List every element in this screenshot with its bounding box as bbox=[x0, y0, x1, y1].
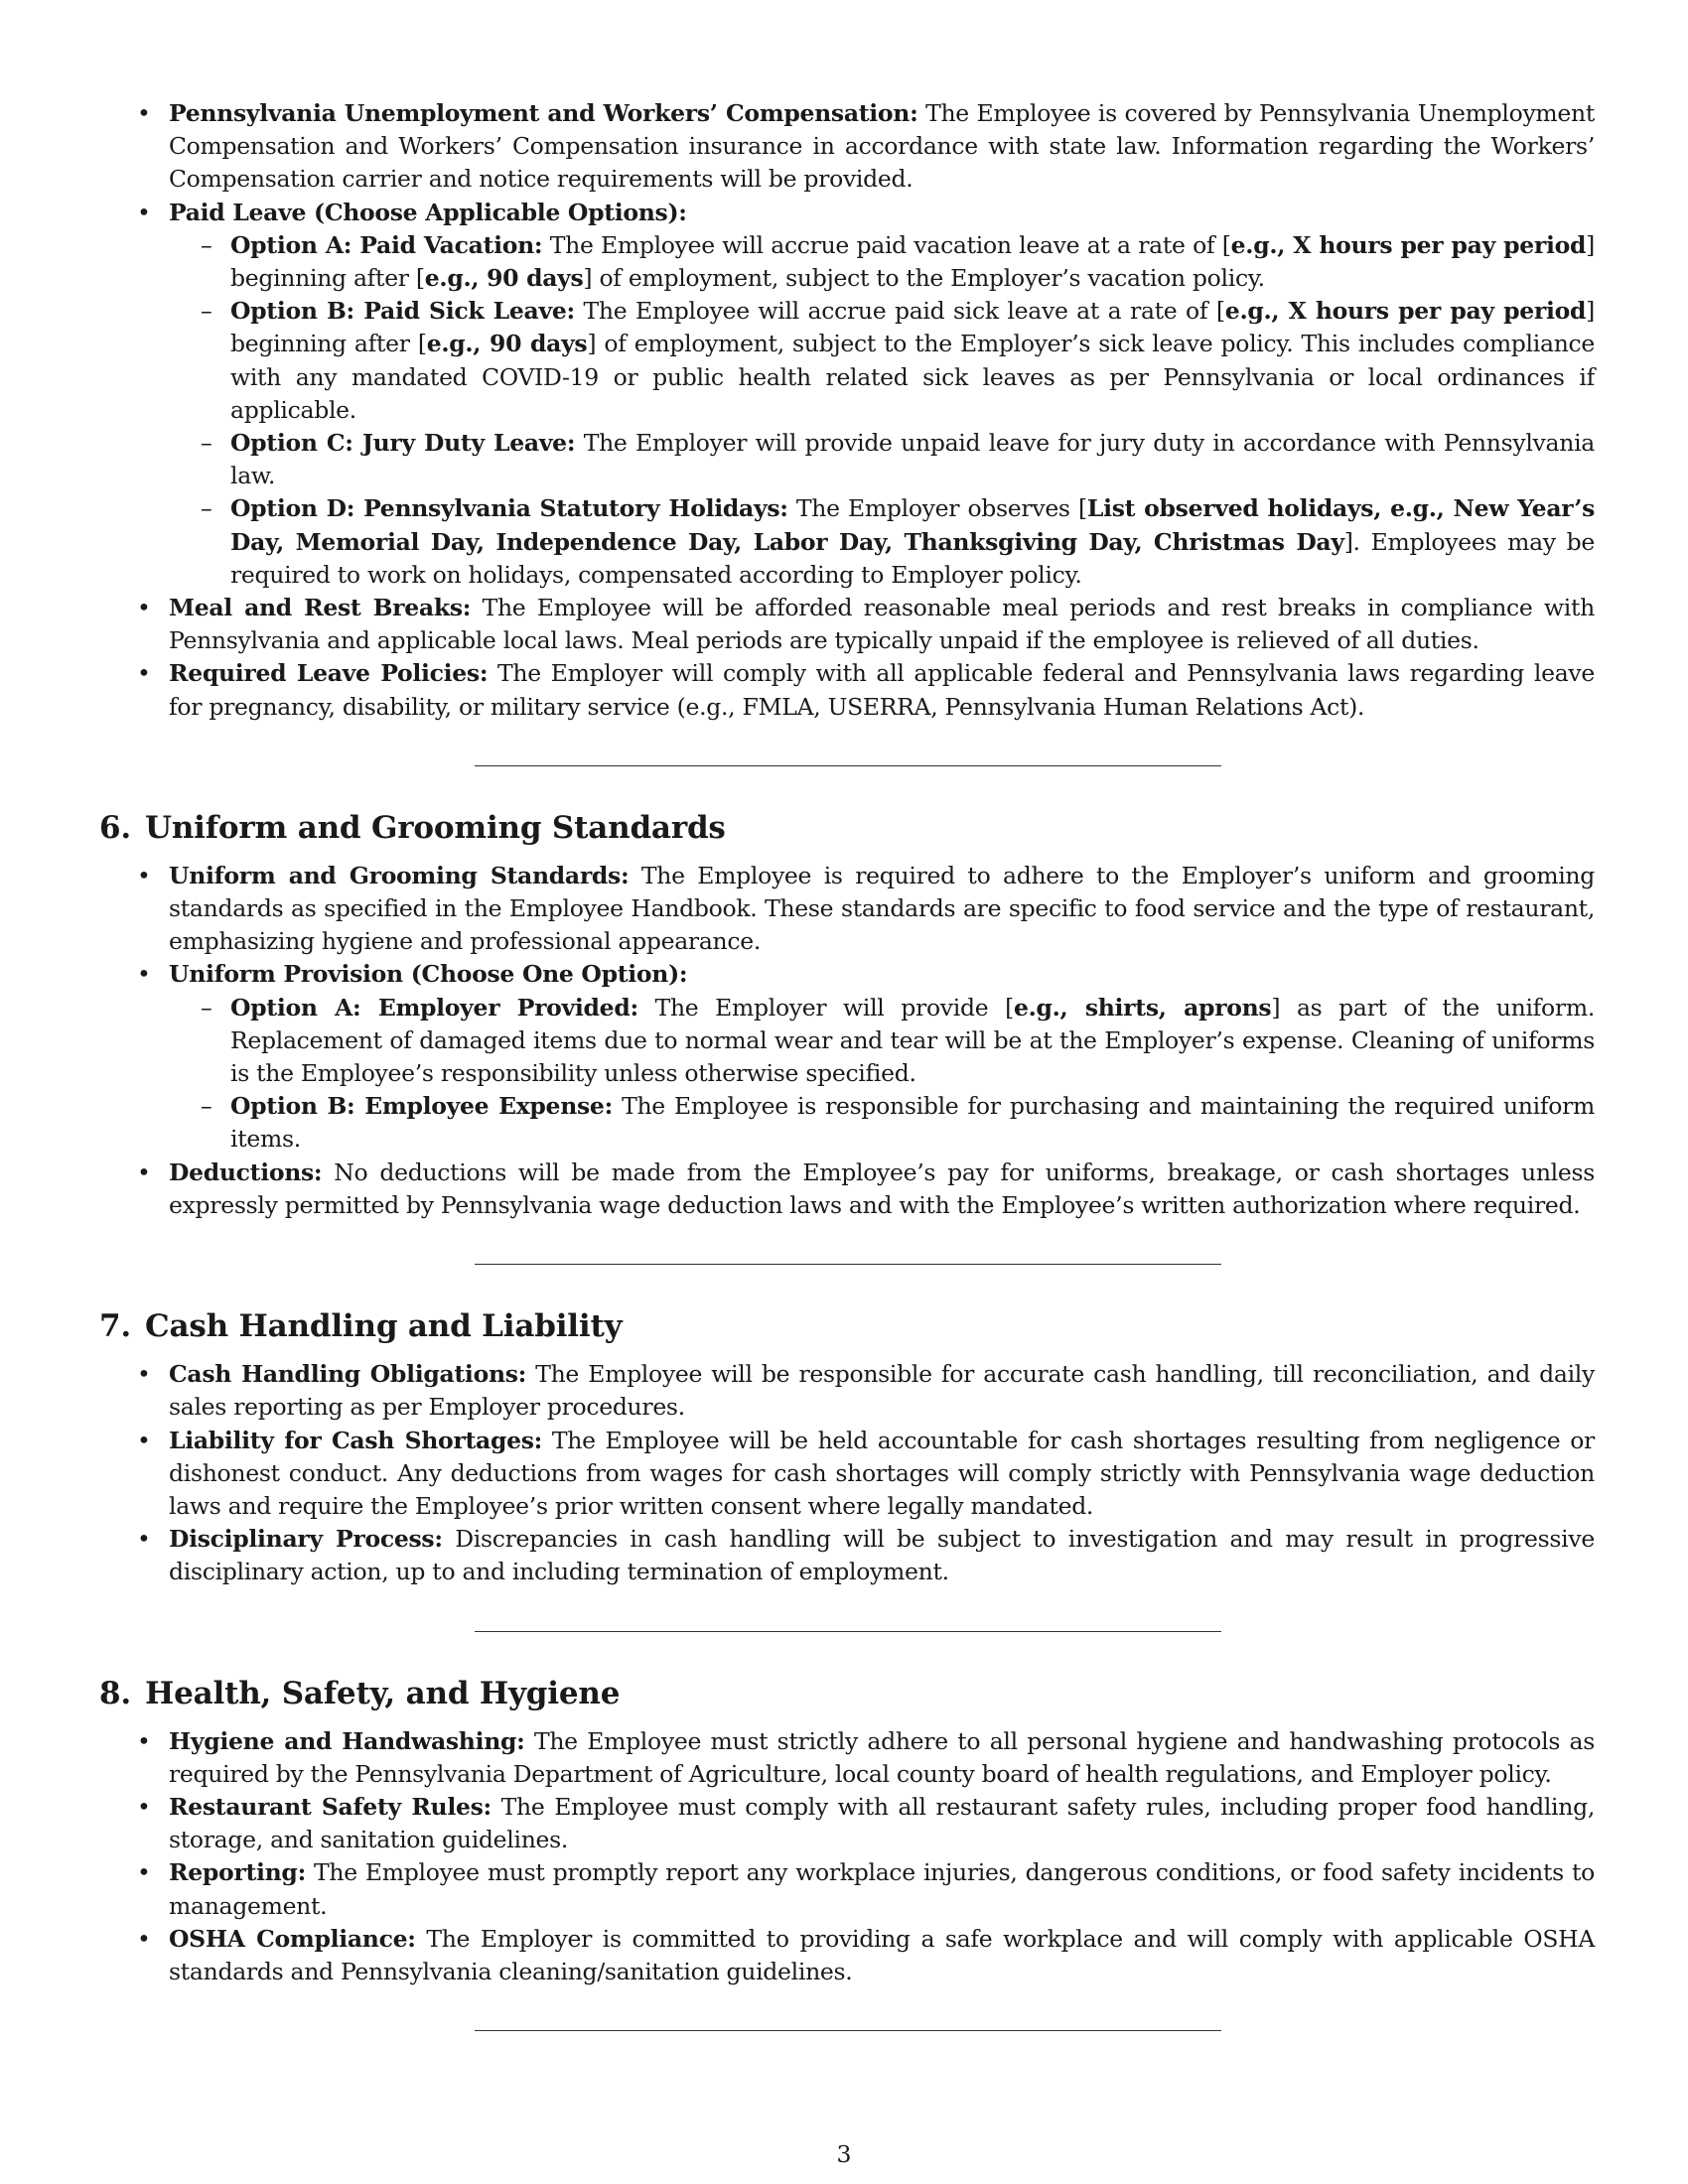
item-text: The Employee will be held accountable for cash shortages resulting from negligence or dishonest conduct. Any deductions from wages for cash shortages will comply strictly with Pennsylvania wage deduction laws and require the Employee’s prior written consent where legally mandated. bbox=[169, 1426, 1595, 1520]
list-item bbox=[99, 592, 1595, 657]
item-text: The Employer is committed to providing a safe workplace and will comply with applicable OSHA standards and Pennsylvania cleaning/sanitation guidelines. bbox=[169, 1924, 1595, 1985]
option-label: Option B: Employee Expense: bbox=[230, 1092, 613, 1121]
list-item bbox=[99, 657, 1595, 723]
item-label: Paid Leave (Choose Applicable Options): bbox=[169, 198, 687, 226]
section-divider bbox=[475, 1264, 1221, 1265]
document-page bbox=[99, 97, 1595, 2031]
item-label: Restaurant Safety Rules: bbox=[169, 1792, 492, 1821]
list-item bbox=[99, 1791, 1595, 1856]
section-number: 6. bbox=[99, 809, 131, 846]
item-label: Hygiene and Handwashing: bbox=[169, 1726, 525, 1755]
uniform-options bbox=[169, 992, 1595, 1157]
list-item bbox=[99, 1358, 1595, 1424]
option-text: ] of employment, subject to the Employer’s sick leave policy. This includes compliance with any mandated COVID-19 or public health related sick leaves as per Pennsylvania or local ordinances if applicable. bbox=[230, 330, 1595, 424]
section-number: 8. bbox=[99, 1675, 131, 1711]
section-title: Health, Safety, and Hygiene bbox=[145, 1675, 621, 1711]
option-item bbox=[169, 492, 1595, 592]
list-item bbox=[99, 1923, 1595, 1988]
section-list bbox=[99, 1358, 1595, 1588]
section-divider bbox=[475, 2030, 1221, 2031]
item-label: Meal and Rest Breaks: bbox=[169, 594, 472, 622]
page-number: 3 bbox=[836, 2140, 852, 2168]
option-label: Option A: Employer Provided: bbox=[230, 993, 638, 1022]
option-text: ]. Employees may be required to work on holidays, compensated according to Employer policy. bbox=[230, 527, 1595, 589]
item-label: Reporting: bbox=[169, 1858, 306, 1887]
item-text: The Employee must comply with all restaurant safety rules, including proper food handling, storage, and sanitation guidelines. bbox=[169, 1792, 1595, 1854]
section-list bbox=[99, 860, 1595, 1222]
option-label: Option B: Paid Sick Leave: bbox=[230, 297, 575, 326]
option-text: The Employer will provide unpaid leave for jury duty in accordance with Pennsylvania law. bbox=[230, 429, 1595, 490]
list-item bbox=[99, 197, 1595, 592]
option-item bbox=[169, 295, 1595, 427]
item-label: Uniform and Grooming Standards: bbox=[169, 861, 630, 889]
section-title: Uniform and Grooming Standards bbox=[145, 809, 726, 846]
item-label: Deductions: bbox=[169, 1158, 323, 1186]
list-item bbox=[99, 97, 1595, 197]
placeholder-text: e.g., 90 days bbox=[424, 264, 584, 293]
item-label: Disciplinary Process: bbox=[169, 1525, 443, 1554]
option-label: Option C: Jury Duty Leave: bbox=[230, 429, 576, 458]
list-item bbox=[99, 958, 1595, 1156]
placeholder-text: e.g., shirts, aprons bbox=[1013, 993, 1272, 1022]
option-item bbox=[169, 427, 1595, 492]
item-text: No deductions will be made from the Employee’s pay for uniforms, breakage, or cash shortages unless expressly permitted by Pennsylvania wage deduction laws and with the Employee’s written authorization where required. bbox=[169, 1158, 1595, 1219]
placeholder-text: e.g., X hours per pay period bbox=[1224, 297, 1587, 326]
item-text: The Employee must promptly report any workplace injuries, dangerous conditions, or food safety incidents to management. bbox=[169, 1858, 1595, 1920]
option-item bbox=[169, 1090, 1595, 1156]
list-item bbox=[99, 1725, 1595, 1791]
section-heading bbox=[99, 1674, 1595, 1713]
placeholder-text: e.g., X hours per pay period bbox=[1230, 230, 1587, 259]
item-label: OSHA Compliance: bbox=[169, 1924, 416, 1953]
option-text: The Employee will accrue paid sick leave at a rate of [ bbox=[574, 297, 1225, 326]
section-heading bbox=[99, 1306, 1595, 1346]
option-item bbox=[169, 229, 1595, 295]
placeholder-text: List observed holidays, e.g., New Year’s Day, Memorial Day, Independence Day, Labor Day, Thanksgiving Day, Christmas Day bbox=[230, 494, 1596, 556]
item-label: Pennsylvania Unemployment and Workers’ Compensation: bbox=[169, 99, 918, 127]
item-text: The Employee is covered by Pennsylvania Unemployment Compensation and Workers’ Compensation insurance in accordance with state law. Information regarding the Workers’ Compensation carrier and notice requirements will be provided. bbox=[169, 99, 1595, 194]
option-label: Option D: Pennsylvania Statutory Holidays: bbox=[230, 494, 788, 523]
paid-leave-options bbox=[169, 229, 1595, 592]
option-text: The Employee is responsible for purchasing and maintaining the required uniform items. bbox=[230, 1092, 1595, 1154]
item-label: Cash Handling Obligations: bbox=[169, 1360, 527, 1389]
placeholder-text: e.g., 90 days bbox=[426, 330, 588, 358]
list-item bbox=[99, 1157, 1595, 1222]
option-text: The Employee will accrue paid vacation leave at a rate of [ bbox=[542, 230, 1231, 259]
list-item bbox=[99, 1523, 1595, 1588]
list-item bbox=[99, 1856, 1595, 1922]
list-item bbox=[99, 1425, 1595, 1524]
option-text: The Employer will provide [ bbox=[637, 993, 1014, 1022]
section-number: 7. bbox=[99, 1308, 131, 1345]
section-divider bbox=[475, 1631, 1221, 1632]
item-label: Liability for Cash Shortages: bbox=[169, 1426, 543, 1454]
item-label: Uniform Provision (Choose One Option): bbox=[169, 960, 688, 989]
option-label: Option A: Paid Vacation: bbox=[230, 230, 543, 259]
item-text: The Employee will be responsible for accurate cash handling, till reconciliation, and daily sales reporting as per Employer procedures. bbox=[169, 1360, 1595, 1422]
benefits-list bbox=[99, 97, 1595, 724]
option-item bbox=[169, 992, 1595, 1091]
option-text: The Employer observes [ bbox=[787, 494, 1087, 523]
section-list bbox=[99, 1725, 1595, 1989]
item-text: Discrepancies in cash handling will be subject to investigation and may result in progressive disciplinary action, up to and including termination of employment. bbox=[169, 1525, 1595, 1586]
option-text: ] beginning after [ bbox=[230, 297, 1595, 358]
item-label: Required Leave Policies: bbox=[169, 659, 489, 688]
option-text: ] of employment, subject to the Employer’s vacation policy. bbox=[583, 264, 1265, 293]
item-text: The Employee is required to adhere to the Employer’s uniform and grooming standards as specified in the Employee Handbook. These standards are specific to food service and the type of restaurant, emphasizing hygiene and professional appearance. bbox=[169, 861, 1595, 956]
option-text: ] as part of the uniform. Replacement of damaged items due to normal wear and tear will be at the Employer’s expense. Cleaning of uniforms is the Employee’s responsibility unless otherwise specified. bbox=[230, 993, 1595, 1088]
section-divider bbox=[475, 765, 1221, 766]
option-text: ] beginning after [ bbox=[230, 230, 1595, 293]
list-item bbox=[99, 860, 1595, 959]
section-title: Cash Handling and Liability bbox=[145, 1308, 623, 1345]
section-heading bbox=[99, 808, 1595, 848]
item-text: The Employer will comply with all applicable federal and Pennsylvania laws regarding leave for pregnancy, disability, or military service (e.g., FMLA, USERRA, Pennsylvania Human Relations Act). bbox=[169, 659, 1596, 721]
item-text: The Employee must strictly adhere to all personal hygiene and handwashing protocols as required by the Pennsylvania Department of Agriculture, local county board of health regulations, and Employer policy. bbox=[169, 1726, 1595, 1788]
item-text: The Employee will be afforded reasonable meal periods and rest breaks in compliance with Pennsylvania and applicable local laws. Meal periods are typically unpaid if the employee is relieved of all duties. bbox=[169, 594, 1595, 655]
